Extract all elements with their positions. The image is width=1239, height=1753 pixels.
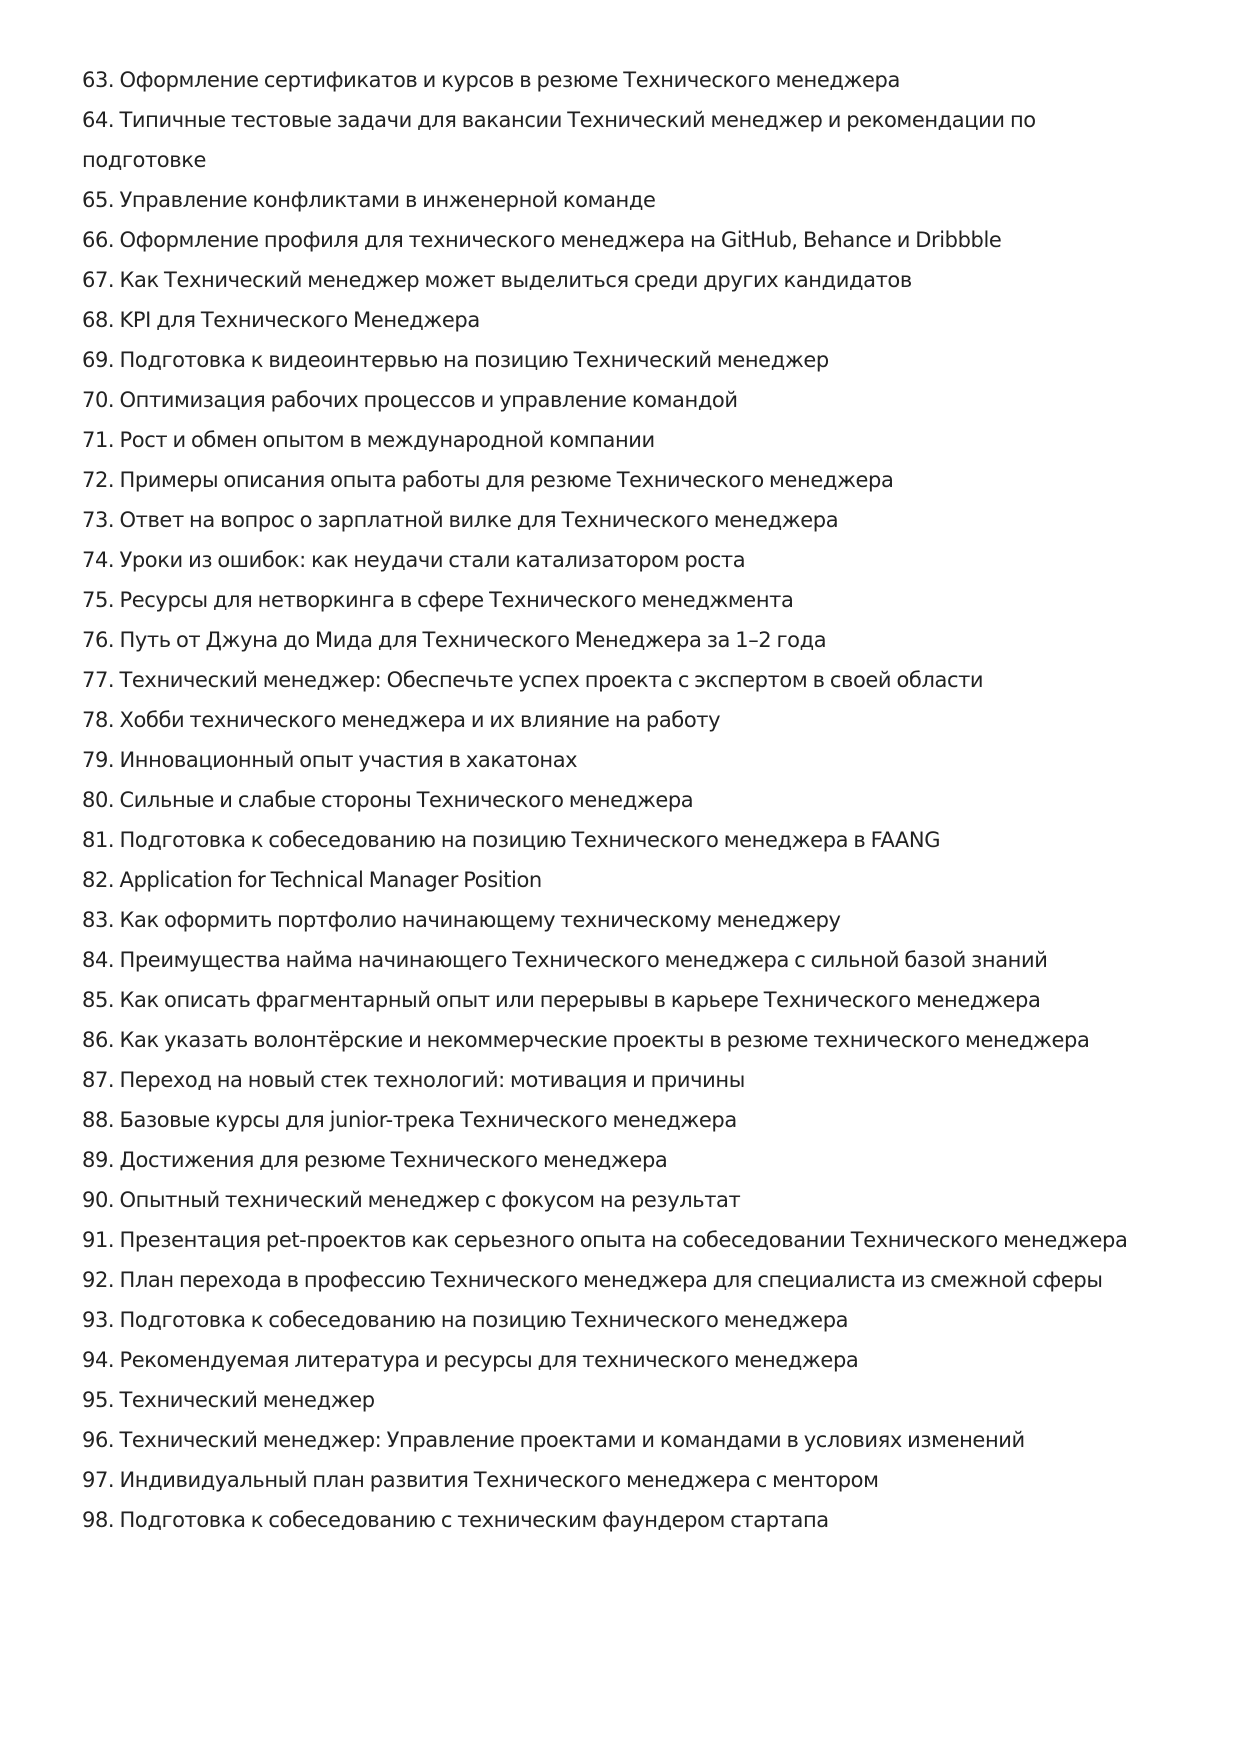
list-item-number: 76. <box>82 628 115 652</box>
list-item <box>82 420 1132 460</box>
list-item-text: Хобби технического менеджера и их влияние на работу <box>119 708 721 732</box>
list-item-number: 79. <box>82 748 115 772</box>
list-item-text: Подготовка к собеседованию с техническим фаундером стартапа <box>119 1508 829 1532</box>
list-item-number: 96. <box>82 1428 115 1452</box>
list-item <box>82 300 1132 340</box>
list-item-number: 85. <box>82 988 115 1012</box>
list-item <box>82 340 1132 380</box>
list-item-text: Подготовка к собеседованию на позицию Технического менеджера в FAANG <box>119 828 941 852</box>
list-item-text: Уроки из ошибок: как неудачи стали катализатором роста <box>119 548 746 572</box>
list-item <box>82 1460 1132 1500</box>
list-item-number: 77. <box>82 668 115 692</box>
list-item <box>82 900 1132 940</box>
list-item-number: 65. <box>82 188 115 212</box>
list-item <box>82 700 1132 740</box>
list-item <box>82 1260 1132 1300</box>
list-item-number: 94. <box>82 1348 115 1372</box>
list-item-text: Как оформить портфолио начинающему техническому менеджеру <box>119 908 841 932</box>
list-item-text: Переход на новый стек технологий: мотивация и причины <box>119 1068 745 1092</box>
list-item-text: Оформление сертификатов и курсов в резюме Технического менеджера <box>119 68 900 92</box>
list-item-text: Сильные и слабые стороны Технического менеджера <box>119 788 694 812</box>
list-item <box>82 780 1132 820</box>
list-item-number: 87. <box>82 1068 115 1092</box>
list-item-text: Путь от Джуна до Мида для Технического Менеджера за 1–2 года <box>119 628 827 652</box>
list-item-number: 97. <box>82 1468 115 1492</box>
list-item <box>82 1140 1132 1180</box>
list-item-text: Преимущества найма начинающего Технического менеджера с сильной базой знаний <box>119 948 1048 972</box>
list-item <box>82 860 1132 900</box>
list-item-text: Ответ на вопрос о зарплатной вилке для Технического менеджера <box>119 508 839 532</box>
list-item-number: 70. <box>82 388 115 412</box>
list-item-text: Инновационный опыт участия в хакатонах <box>119 748 578 772</box>
list-item-text: Достижения для резюме Технического менеджера <box>119 1148 668 1172</box>
list-item-text: Базовые курсы для junior-трека Технического менеджера <box>119 1108 737 1132</box>
list-item-text: Оформление профиля для технического менеджера на GitHub, Behance и Dribbble <box>119 228 1002 252</box>
list-item-number: 73. <box>82 508 115 532</box>
list-item-number: 69. <box>82 348 115 372</box>
list-item <box>82 740 1132 780</box>
document-page <box>82 60 1132 1540</box>
list-item-text: Рост и обмен опытом в международной компании <box>119 428 655 452</box>
list-item-number: 78. <box>82 708 115 732</box>
list-item <box>82 1340 1132 1380</box>
list-item-number: 91. <box>82 1228 115 1252</box>
list-item-number: 67. <box>82 268 115 292</box>
list-item <box>82 1020 1132 1060</box>
list-item <box>82 1060 1132 1100</box>
list-item <box>82 660 1132 700</box>
list-item-text: План перехода в профессию Технического менеджера для специалиста из смежной сферы <box>119 1268 1103 1292</box>
list-item-number: 86. <box>82 1028 115 1052</box>
list-item-text: Как описать фрагментарный опыт или перерывы в карьере Технического менеджера <box>119 988 1041 1012</box>
list-item-text: Как указать волонтёрские и некоммерческие проекты в резюме технического менеджера <box>119 1028 1090 1052</box>
list-item <box>82 100 1132 180</box>
list-item-number: 80. <box>82 788 115 812</box>
list-item-text: KPI для Технического Менеджера <box>119 308 480 332</box>
list-item <box>82 180 1132 220</box>
list-item <box>82 220 1132 260</box>
list-item <box>82 540 1132 580</box>
list-item <box>82 980 1132 1020</box>
list-item <box>82 1220 1132 1260</box>
list-item-text: Примеры описания опыта работы для резюме Технического менеджера <box>119 468 894 492</box>
list-item-text: Рекомендуемая литература и ресурсы для технического менеджера <box>119 1348 859 1372</box>
list-item-number: 93. <box>82 1308 115 1332</box>
list-item-text: Подготовка к собеседованию на позицию Технического менеджера <box>119 1308 849 1332</box>
list-item <box>82 1380 1132 1420</box>
list-item <box>82 380 1132 420</box>
list-item-number: 74. <box>82 548 115 572</box>
list-item <box>82 940 1132 980</box>
list-item-number: 75. <box>82 588 115 612</box>
list-item-text: Технический менеджер: Управление проектами и командами в условиях изменений <box>119 1428 1025 1452</box>
list-item-number: 84. <box>82 948 115 972</box>
list-item <box>82 1100 1132 1140</box>
list-item <box>82 820 1132 860</box>
list-item-number: 83. <box>82 908 115 932</box>
list-item-number: 90. <box>82 1188 115 1212</box>
list-item-text: Подготовка к видеоинтервью на позицию Технический менеджер <box>119 348 829 372</box>
list-item-text: Application for Technical Manager Position <box>119 868 542 892</box>
list-item-text: Технический менеджер: Обеспечьте успех проекта с экспертом в своей области <box>119 668 984 692</box>
list-item-text: Оптимизация рабочих процессов и управление командой <box>119 388 738 412</box>
list-item-number: 66. <box>82 228 115 252</box>
list-item-number: 71. <box>82 428 115 452</box>
list-item-text: Управление конфликтами в инженерной команде <box>119 188 656 212</box>
list-item <box>82 260 1132 300</box>
list-item <box>82 1180 1132 1220</box>
list-item-text: Типичные тестовые задачи для вакансии Технический менеджер и рекомендации по подготовке <box>82 108 1036 172</box>
list-item-text: Опытный технический менеджер с фокусом на результат <box>119 1188 741 1212</box>
list-item <box>82 620 1132 660</box>
list-item-number: 81. <box>82 828 115 852</box>
list-item <box>82 580 1132 620</box>
list-item-number: 88. <box>82 1108 115 1132</box>
list-item-number: 63. <box>82 68 115 92</box>
topic-list <box>82 60 1132 1540</box>
list-item-number: 68. <box>82 308 115 332</box>
list-item-text: Ресурсы для нетворкинга в сфере Технического менеджмента <box>119 588 794 612</box>
list-item <box>82 1500 1132 1540</box>
list-item <box>82 1420 1132 1460</box>
list-item-text: Индивидуальный план развития Технического менеджера с ментором <box>119 1468 879 1492</box>
list-item <box>82 460 1132 500</box>
list-item-number: 98. <box>82 1508 115 1532</box>
list-item-text: Как Технический менеджер может выделиться среди других кандидатов <box>119 268 912 292</box>
list-item <box>82 500 1132 540</box>
list-item-number: 95. <box>82 1388 115 1412</box>
list-item-text: Технический менеджер <box>119 1388 375 1412</box>
list-item-number: 82. <box>82 868 115 892</box>
list-item-number: 92. <box>82 1268 115 1292</box>
list-item-number: 64. <box>82 108 115 132</box>
list-item-text: Презентация pet-проектов как серьезного опыта на собеседовании Технического менеджера <box>119 1228 1128 1252</box>
list-item <box>82 1300 1132 1340</box>
list-item-number: 72. <box>82 468 115 492</box>
list-item <box>82 60 1132 100</box>
list-item-number: 89. <box>82 1148 115 1172</box>
